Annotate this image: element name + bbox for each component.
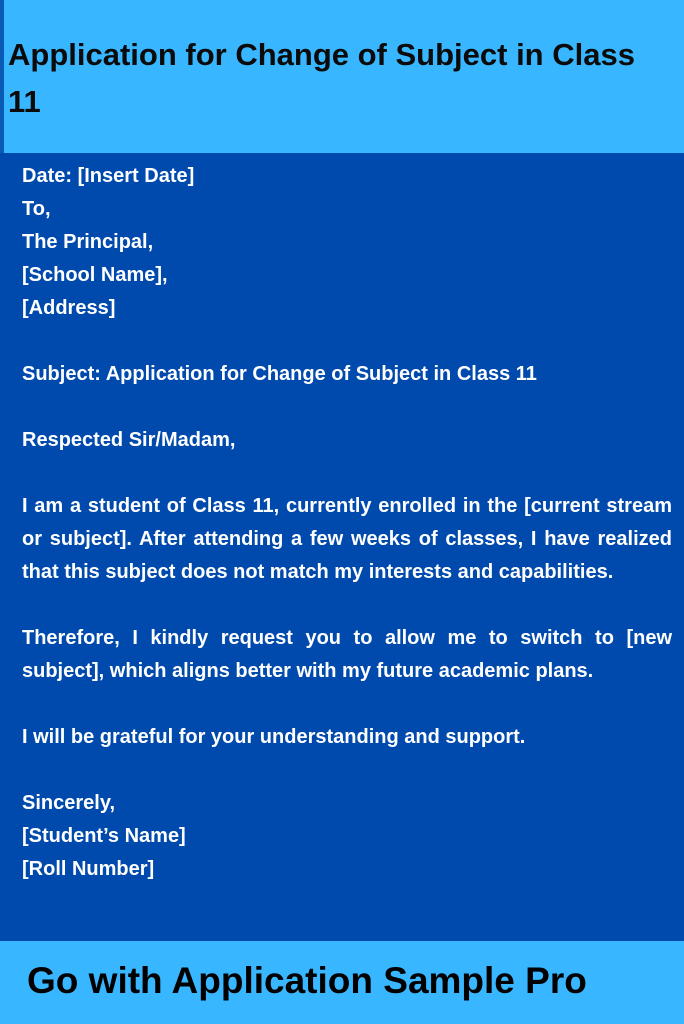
spacer <box>22 589 672 622</box>
letter-school: [School Name], <box>22 264 168 286</box>
spacer <box>22 754 672 787</box>
spacer <box>22 457 672 490</box>
letter-paragraph-2: Therefore, I kindly request you to allow me to switch to [new subject], which aligns better with my future academic plans. <box>22 627 672 682</box>
letter-subject: Subject: Application for Change of Subject in Class 11 <box>22 363 537 385</box>
spacer <box>22 391 672 424</box>
spacer <box>22 688 672 721</box>
letter-body <box>22 160 672 886</box>
letter-to: To, <box>22 198 51 220</box>
letter-salutation: Respected Sir/Madam, <box>22 429 236 451</box>
letter-recipient: The Principal, <box>22 231 154 253</box>
letter-student-name: [Student’s Name] <box>22 825 186 847</box>
header-accent-bar <box>0 0 4 153</box>
page-title: Application for Change of Subject in Class 11 <box>8 37 635 119</box>
letter-date: Date: [Insert Date] <box>22 165 195 187</box>
letter-closing: Sincerely, <box>22 792 116 814</box>
letter-paragraph-3: I will be grateful for your understanding and support. <box>22 726 526 748</box>
spacer <box>22 325 672 358</box>
letter-address: [Address] <box>22 297 116 319</box>
letter-paragraph-1: I am a student of Class 11, currently enrolled in the [current stream or subject]. After attending a few weeks of classes, I have realized that this subject does not match my interests and capabilities. <box>22 495 672 583</box>
letter-roll-number: [Roll Number] <box>22 858 155 880</box>
footer-text: Go with Application Sample Pro <box>27 960 587 1001</box>
